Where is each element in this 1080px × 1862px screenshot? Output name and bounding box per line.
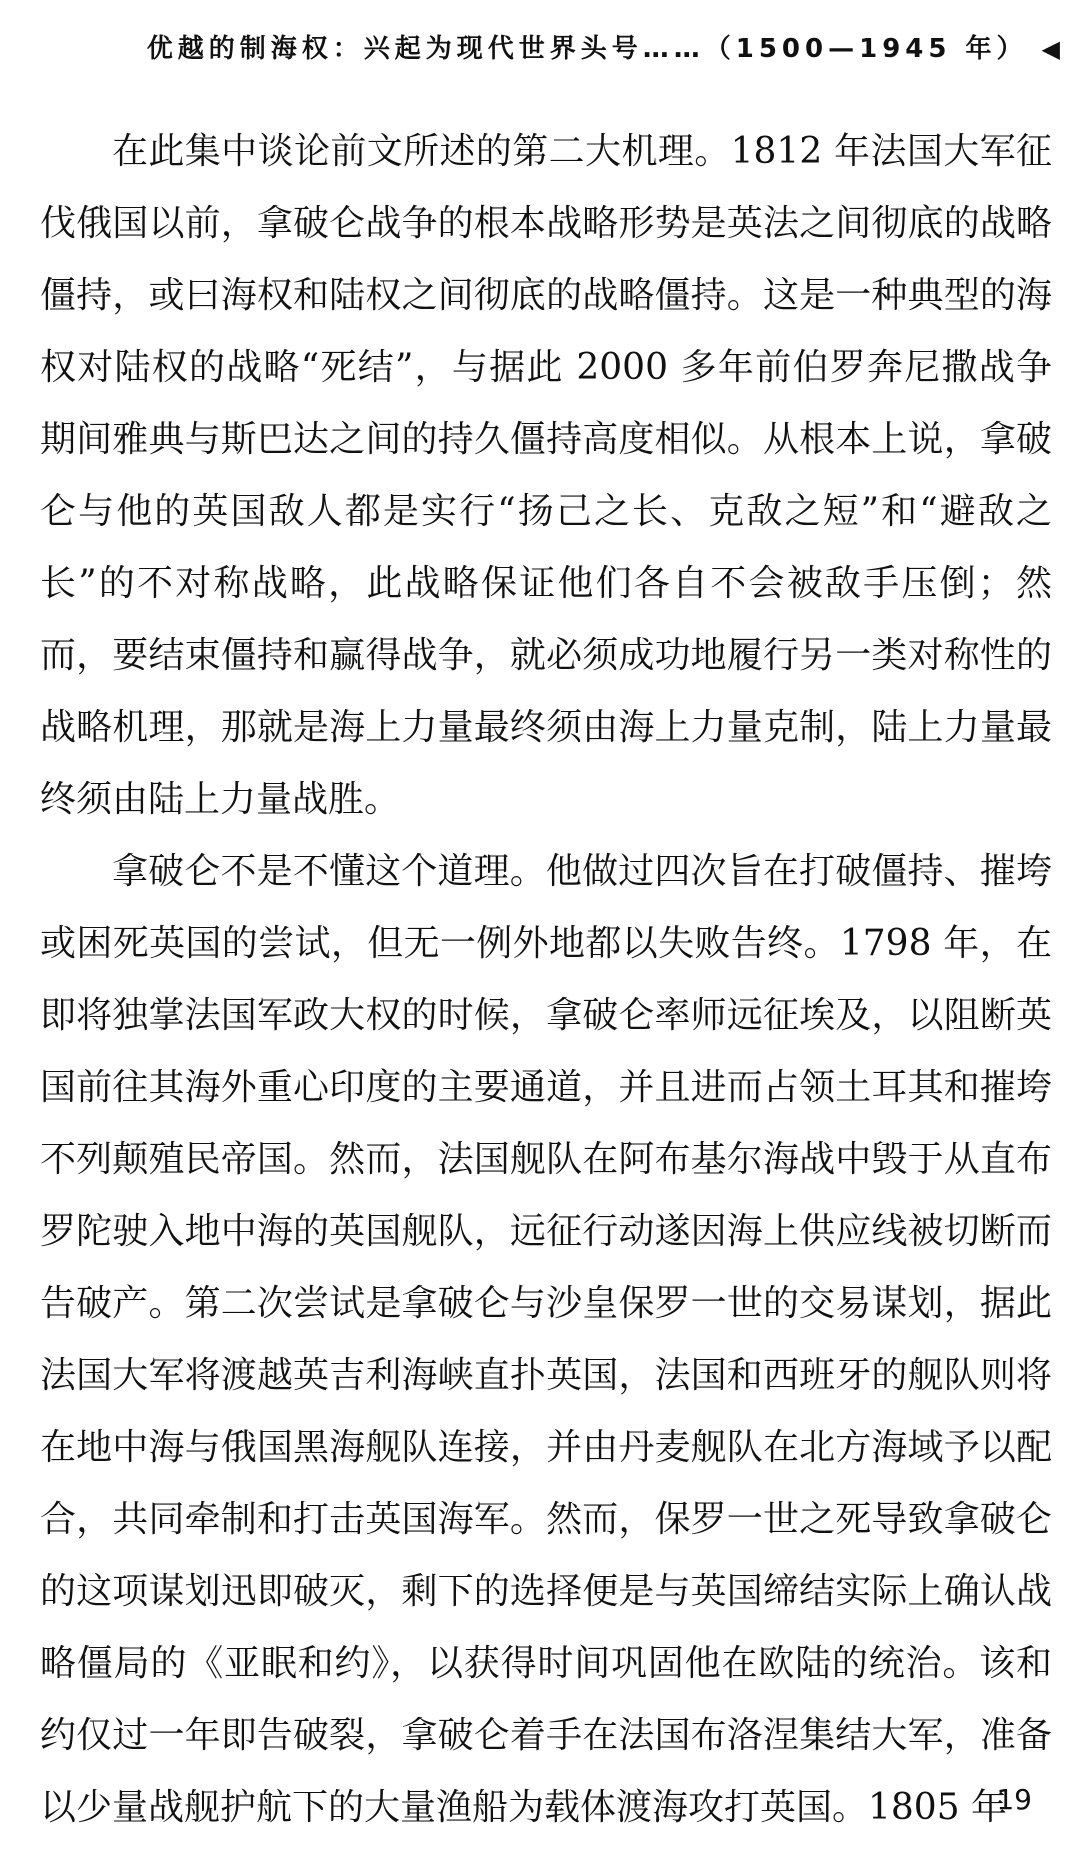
page-number: 19 (996, 1783, 1032, 1816)
paragraph: 拿破仑不是不懂这个道理。他做过四次旨在打破僵持、摧垮或困死英国的尝试，但无一例外地都以失败告终。1798 年，在即将独掌法国军政大权的时候，拿破仑率师远征埃及，以阻断英国前往其海外重心印度的主要通道，并且进而占领土耳其和摧垮不列颠殖民帝国。然而，法国舰队在阿布基尔海战中毁于从直布罗陀驶入地中海的英国舰队，远征行动遂因海上供应线被切断而告破产。第二次尝试是拿破仑与沙皇保罗一世的交易谋划，据此法国大军将渡越英吉利海峡直扑英国，法国和西班牙的舰队则将在地中海与俄国黑海舰队连接，并由丹麦舰队在北方海域予以配合，共同牵制和打击英国海军。然而，保罗一世之死导致拿破仑的这项谋划迅即破灭，剩下的选择便是与英国缔结实际上确认战略僵局的《亚眠和约》，以获得时间巩固他在欧陆的统治。该和约仅过一年即告破裂，拿破仑着手在法国布洛涅集结大军，准备以少量战舰护航下的大量渔船为载体渡海攻打英国。1805 年 (40, 851, 1052, 1828)
triangle-marker-icon: ◀ (1041, 35, 1060, 63)
running-header-title: 优越的制海权：兴起为现代世界头号……（1500—1945 年） (146, 34, 1028, 64)
body-text (40, 116, 1052, 1844)
paragraph: 在此集中谈论前文所述的第二大机理。1812 年法国大军征伐俄国以前，拿破仑战争的根本战略形势是英法之间彻底的战略僵持，或曰海权和陆权之间彻底的战略僵持。这是一种典型的海权对陆权的战略“死结”，与据此 2000 多年前伯罗奔尼撒战争期间雅典与斯巴达之间的持久僵持高度相似。从根本上说，拿破仑与他的英国敌人都是实行“扬己之长、克敌之短”和“避敌之长”的不对称战略，此战略保证他们各自不会被敌手压倒；然而，要结束僵持和赢得战争，就必须成功地履行另一类对称性的战略机理，那就是海上力量最终须由海上力量克制，陆上力量最终须由陆上力量战胜。 (40, 131, 1052, 820)
running-header (40, 28, 1060, 65)
